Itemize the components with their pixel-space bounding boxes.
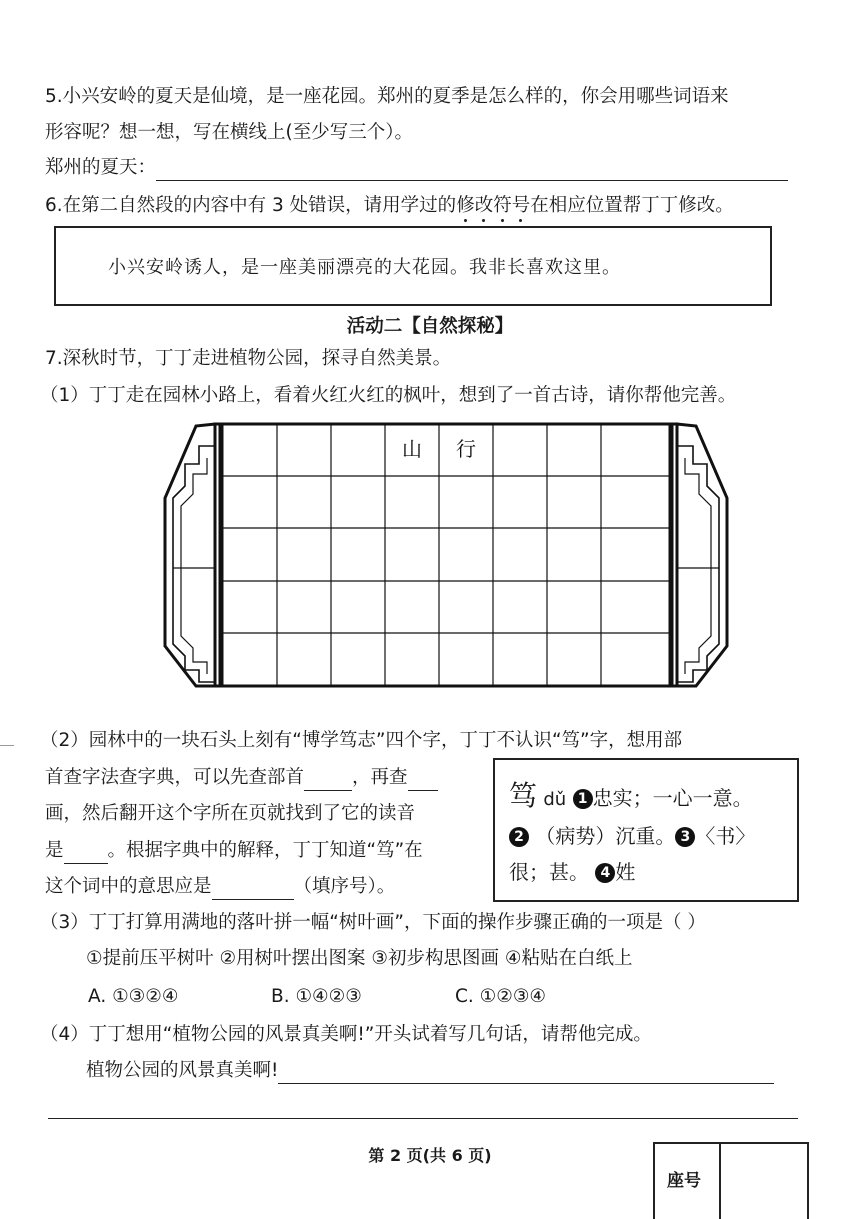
sense-4: 姓 bbox=[615, 860, 636, 884]
sense-3-tag: 〈书〉 bbox=[695, 824, 756, 848]
q6-suffix: 在相应位置帮丁丁修改。 bbox=[530, 195, 734, 216]
sense-number-1: 1 bbox=[573, 789, 593, 809]
q7-p2-text: 是 bbox=[45, 840, 64, 861]
q7-p3-question: （3）丁丁打算用满地的落叶拼一幅“树叶画”，下面的操作步骤正确的一项是（ ） bbox=[40, 912, 706, 933]
sense-number-3: 3 bbox=[675, 827, 695, 847]
q5-line2: 形容呢？想一想，写在横线上(至少写三个）。 bbox=[45, 122, 413, 143]
q7-p2-line3: 画，然后翻开这个字所在页就找到了它的读音 bbox=[45, 803, 416, 824]
dict-row-3 bbox=[509, 856, 635, 885]
seat-label: 座号 bbox=[667, 1171, 701, 1191]
q6-emphasis-char: 改 bbox=[474, 195, 494, 216]
q6-emphasis-char: 修 bbox=[456, 195, 475, 216]
q5-answer-blank[interactable] bbox=[156, 160, 788, 181]
q5-answer-label: 郑州的夏天： bbox=[45, 157, 157, 178]
q7-p4-blank[interactable] bbox=[278, 1063, 774, 1084]
poem-title-char-2: 行 bbox=[456, 437, 476, 461]
q6-emphasis-char: 符 bbox=[493, 195, 512, 216]
q7-p4-answer-row bbox=[86, 1058, 774, 1084]
sense-number-2: 2 bbox=[509, 827, 529, 847]
dict-row-1 bbox=[509, 774, 753, 814]
q6-question bbox=[45, 193, 734, 219]
q7-p3-steps: ①提前压平树叶 ②用树叶摆出图案 ③初步构思图画 ④粘贴在白纸上 bbox=[86, 948, 633, 969]
q7-p2-line1: （2）园林中的一块石头上刻有“博学笃志”四个字，丁丁不认识“笃”字，想用部 bbox=[40, 730, 683, 751]
sense-1: 忠实；一心一意。 bbox=[592, 786, 753, 810]
dict-pinyin: dǔ bbox=[543, 789, 567, 810]
option-c[interactable]: C. ①②③④ bbox=[455, 986, 547, 1007]
q6-box-text: 小兴安岭诱人，是一座美丽漂亮的大花园。我非长喜欢这里。 bbox=[108, 257, 621, 278]
radical-blank[interactable] bbox=[304, 770, 352, 791]
q7-p2-line5 bbox=[45, 874, 395, 900]
q7-p2-text: （填序号）。 bbox=[293, 876, 396, 897]
q6-prefix: 6.在第二自然段的内容中有 3 处错误，请用学过的 bbox=[45, 195, 457, 216]
q7-p4-start: 植物公园的风景真美啊! bbox=[86, 1060, 279, 1081]
margin-mark bbox=[0, 745, 14, 746]
poem-writing-grid[interactable] bbox=[163, 418, 729, 692]
stroke-count-blank[interactable] bbox=[408, 770, 438, 791]
dict-row-2 bbox=[509, 820, 755, 849]
q7-p2-text: 首查字法查字典，可以先查部首 bbox=[45, 767, 305, 788]
q7-p1: （1）丁丁走在园林小路上，看着火红火红的枫叶，想到了一首古诗，请你帮他完善。 bbox=[40, 385, 737, 406]
seat-divider bbox=[719, 1144, 721, 1219]
q7-p2-text: 。根据字典中的解释，丁丁知道“笃”在 bbox=[107, 840, 423, 861]
q7-p2-text: ，再查 bbox=[352, 767, 408, 788]
sense-2: （病势）沉重。 bbox=[535, 824, 676, 848]
activity-title: 活动二【自然探秘】 bbox=[346, 316, 514, 337]
option-b[interactable]: B. ①④②③ bbox=[271, 986, 362, 1007]
q7-intro: 7.深秋时节，丁丁走进植物公园，探寻自然美景。 bbox=[45, 348, 452, 369]
q7-p2-line2 bbox=[45, 765, 438, 791]
page-footer: 第 2 页(共 6 页) bbox=[368, 1146, 492, 1165]
q7-p4-question: （4）丁丁想用“植物公园的风景真美啊!”开头试着写几句话，请帮他完成。 bbox=[40, 1024, 652, 1045]
q6-emphasis-char: 号 bbox=[511, 195, 531, 216]
meaning-blank[interactable] bbox=[212, 879, 294, 900]
q6-correction-box[interactable] bbox=[54, 226, 772, 306]
q7-p2-line4 bbox=[45, 838, 423, 864]
seat-number-box bbox=[653, 1142, 809, 1219]
dictionary-entry-box bbox=[493, 758, 799, 902]
sense-3: 很；甚。 bbox=[509, 860, 589, 884]
q5-answer-row bbox=[45, 155, 788, 181]
writing-line[interactable] bbox=[48, 1118, 798, 1119]
option-a[interactable]: A. ①③②④ bbox=[88, 986, 179, 1007]
q5-line1: 5.小兴安岭的夏天是仙境，是一座花园。郑州的夏季是怎么样的，你会用哪些词语来 bbox=[45, 86, 729, 107]
pronunciation-blank[interactable] bbox=[64, 843, 108, 864]
sense-number-4: 4 bbox=[595, 863, 615, 883]
poem-title-char-1: 山 bbox=[402, 437, 422, 461]
dict-char: 笃 bbox=[509, 779, 538, 812]
q7-p2-text: 这个词中的意思应是 bbox=[45, 876, 212, 897]
